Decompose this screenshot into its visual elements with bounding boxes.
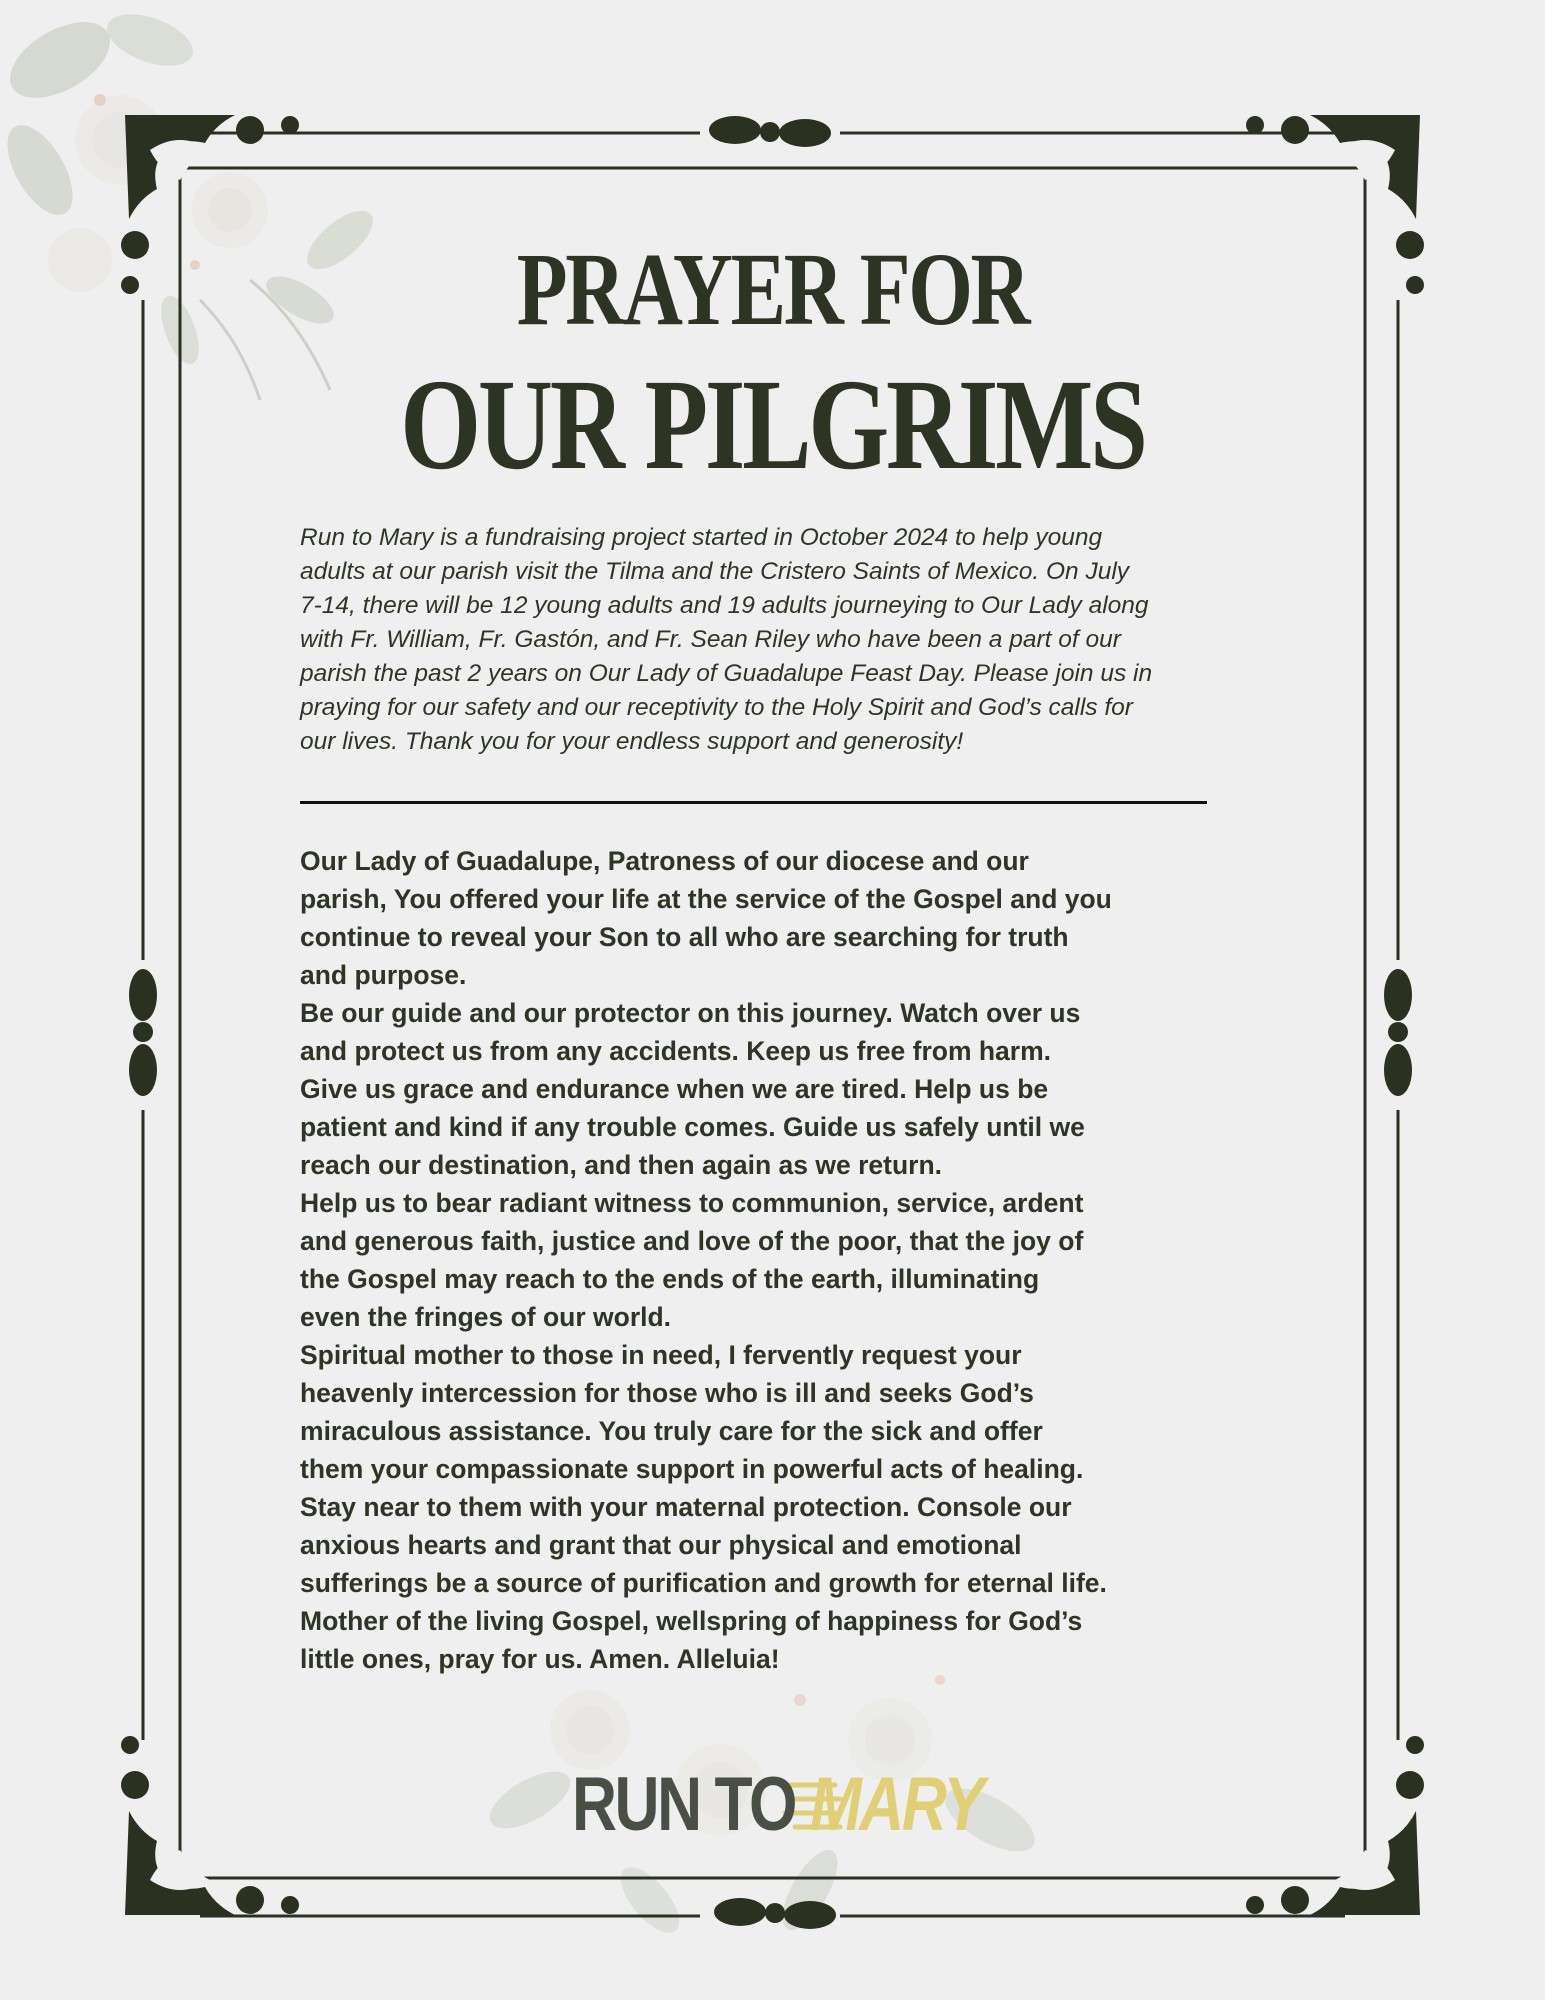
run-to-mary-logo xyxy=(572,1760,982,1850)
ornament-left-center xyxy=(129,969,157,1096)
ornament-top-center xyxy=(709,116,831,147)
section-divider xyxy=(300,801,1207,804)
ornament-right-center xyxy=(1384,969,1412,1096)
logo-text-run-to: RUN TO xyxy=(572,1762,810,1847)
ornament-bottom-center xyxy=(714,1898,836,1929)
page-title-line-2: OUR PILGRIMS xyxy=(400,353,1145,497)
corner-ornament-bottom-left xyxy=(121,1736,299,1915)
page-title-line-1: PRAYER FOR xyxy=(516,232,1029,347)
corner-ornament-bottom-right xyxy=(1246,1736,1424,1915)
logo-text-mary: MARY xyxy=(809,1762,983,1847)
intro-paragraph: Run to Mary is a fundraising project started in October 2024 to help young adults at our parish visit the Tilma and the Cristero Saints of Mexico. On July 7-14, there will be 12 young adults and 19 adults journeying to Our Lady along with Fr. William, Fr. Gastón, and Fr. Sean Riley who have been a part of our parish the past 2 years on Our Lady of Guadalupe Feast Day. Please join us in praying for our safety and our receptivity to the Holy Spirit and God’s calls for our lives. Thank you for your endless support and generosity! xyxy=(300,524,1153,755)
prayer-text: Our Lady of Guadalupe, Patroness of our diocese and our parish, You offered your life at the service of the Gospel and you continue to reveal your Son to all who are searching for truth and purpose. Be our guide and our protector on this journey. Watch over us and protect us from any accidents. Keep us free from harm. Give us grace and endurance when we are tired. Help us be patient and kind if any trouble comes. Guide us safely until we reach our destination, and then again as we return. Help us to bear radiant witness to communion, service, ardent and generous faith, justice and love of the poor, that the joy of the Gospel may reach to the ends of the earth, illuminating even the fringes of our world. Spiritual mother to those in need, I fervently request your heavenly intercession for those who is ill and seeks God’s miraculous assistance. You truly care for the sick and offer them your compassionate support in powerful acts of healing. Stay near to them with your maternal protection. Console our anxious hearts and grant that our physical and emotional sufferings be a source of purification and growth for eternal life. Mother of the living Gospel, wellspring of happiness for God’s little ones, pray for us. Amen. Alleluia! xyxy=(300,846,1112,1674)
